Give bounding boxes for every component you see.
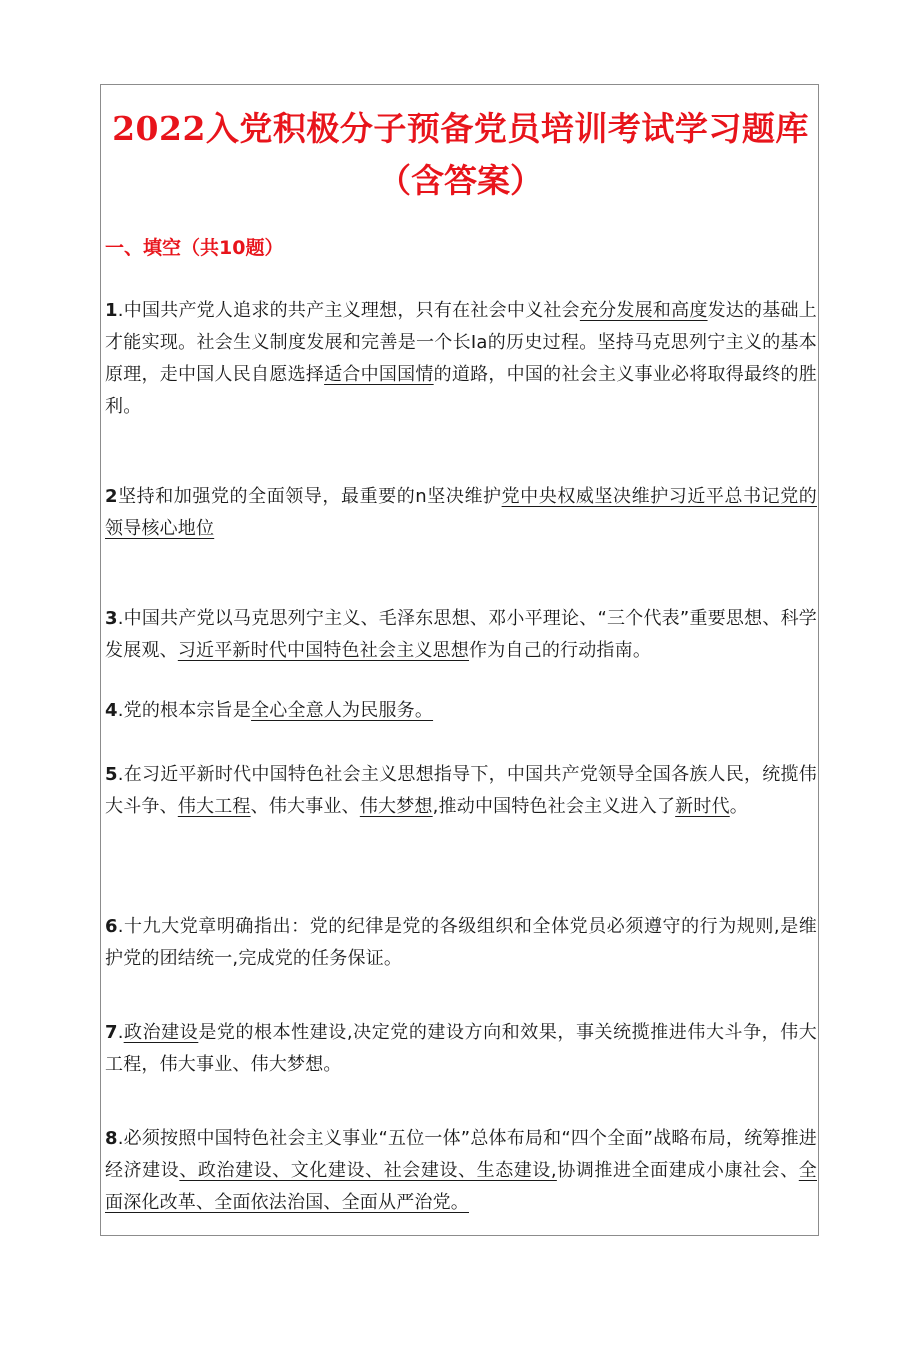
document-title: 2022入党积极分子预备党员培训考试学习题库 [112, 109, 809, 148]
answer-blank: 适合中国国情 [324, 364, 434, 385]
question-text: .必须按照中国特色社会主义事业“五位一体”总体布局和“四个全面”战略布局，统筹推进经济建设 [105, 1128, 817, 1181]
question-text: 协调推进全面建成小康社会、 [556, 1160, 799, 1181]
answer-blank: 充分发展和高度 [579, 300, 708, 321]
answer-blank: 伟大工程 [177, 796, 251, 817]
question-number: 6 [105, 916, 118, 937]
question-text: 发达的基础上才能实现。社会生义制度发展和完善是一个长Ia的历史过程。坚持马克思列宁主义的基本原理，走中国人民自愿选择 [105, 300, 817, 385]
question-text: 作为自己的行动指南。 [469, 640, 652, 661]
document-subtitle: （含答案） [378, 161, 543, 200]
answer-blank: 全面深化改革、全面依法治国、全面从严治党。 [105, 1160, 817, 1213]
question-number: 1 [105, 300, 118, 321]
question-1 [105, 295, 817, 423]
question-text: 坚持和加强党的全面领导，最重要的n坚决维护 [117, 486, 502, 507]
question-text: 的道路，中国的社会主义事业必将取得最终的胜利。 [105, 364, 817, 417]
answer-blank: 习近平新时代中国特色社会主义思想 [177, 640, 470, 661]
question-3 [105, 603, 817, 667]
question-text: .中国共产党以马克思列宁主义、毛泽东思想、邓小平理论、“三个代表”重要思想、科学发展观、 [105, 608, 817, 661]
question-text: .党的根本宗旨是 [117, 700, 252, 721]
question-number: 2 [105, 486, 118, 507]
question-4 [105, 695, 817, 727]
question-5 [105, 759, 817, 823]
document-frame [100, 84, 819, 1236]
question-number: 8 [105, 1128, 118, 1149]
question-text: .中国共产党人追求的共产主义理想，只有在社会中义社会 [117, 300, 580, 321]
question-7 [105, 1017, 817, 1081]
question-text: 、伟大事业、 [250, 796, 360, 817]
question-text: . [117, 1022, 124, 1043]
question-number: 5 [105, 764, 118, 785]
answer-blank: 政治建设 [123, 1022, 199, 1043]
question-number: 4 [105, 700, 118, 721]
question-number: 7 [105, 1022, 118, 1043]
question-text: .在习近平新时代中国特色社会主义思想指导下，中国共产党领导全国各族人民，统揽伟大斗争、 [105, 764, 817, 817]
answer-blank: 党中央权威坚决维护习近平总书记党的领导核心地位 [105, 486, 817, 539]
question-8 [105, 1123, 817, 1219]
question-text: 。 [729, 796, 748, 817]
section-heading: 一、填空（共10题） [105, 237, 284, 259]
answer-blank: 伟大梦想 [359, 796, 433, 817]
question-text: ,推动中国特色社会主义进入了 [432, 796, 676, 817]
question-text: .十九大党章明确指出：党的纪律是党的各级组织和全体党员必须遵守的行为规则,是维护党的团结统一,完成党的任务保证。 [105, 916, 817, 969]
question-text: 是党的根本性建设,决定党的建设方向和效果，事关统揽推进伟大斗争，伟大工程，伟大事业、伟大梦想。 [105, 1022, 817, 1075]
question-2 [105, 481, 817, 545]
answer-blank: 全心全意人为民服务。 [251, 700, 434, 721]
answer-blank: 、政治建设、文化建设、社会建设、生态建设, [179, 1160, 557, 1181]
answer-blank: 新时代 [675, 796, 730, 817]
question-6 [105, 911, 817, 975]
question-number: 3 [105, 608, 118, 629]
